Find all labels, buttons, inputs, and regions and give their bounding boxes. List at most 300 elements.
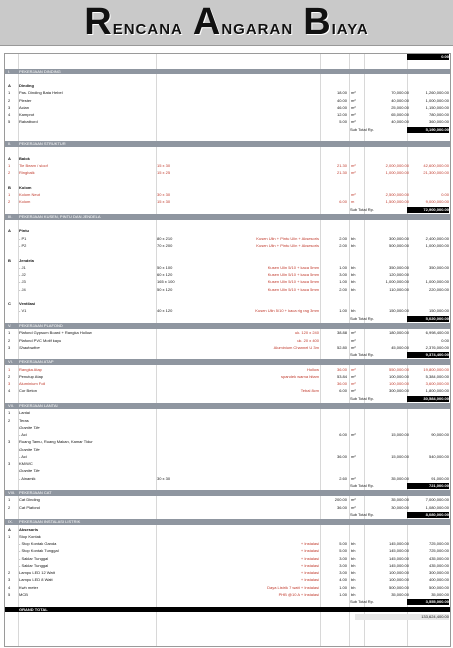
cell-item: Cat Plafond bbox=[19, 504, 40, 510]
cell-note: Aluminium Channel U 3m bbox=[273, 344, 319, 350]
cell-unit: bh bbox=[351, 541, 356, 547]
cell-unit: bh bbox=[351, 308, 356, 314]
cell-note: + Instalasi bbox=[300, 562, 319, 568]
table-row bbox=[5, 330, 450, 336]
cell-no: C bbox=[8, 301, 11, 307]
cell-no: V. bbox=[8, 322, 12, 328]
table-row bbox=[5, 505, 450, 511]
cell-total: 1,000,000.00 bbox=[425, 243, 449, 249]
cell-total: 1,260,000.00 bbox=[425, 90, 449, 96]
cell-no: 1 bbox=[8, 366, 11, 372]
table-row bbox=[5, 432, 450, 438]
cell-item: PEKERJAAN PLAFOND bbox=[19, 322, 63, 328]
cell-no: 3 bbox=[8, 577, 11, 583]
table-row bbox=[5, 243, 450, 249]
cell-price: 500,000.00 bbox=[388, 243, 409, 249]
table-row bbox=[5, 236, 450, 242]
subtotal-label: Sub Total Rp. bbox=[350, 599, 374, 605]
cell-note: Kusen Ulin 5/10 + kaca 5mm bbox=[267, 272, 319, 278]
cell-dim: 50 x 120 bbox=[157, 286, 173, 292]
spacer-row bbox=[5, 178, 450, 184]
cell-total: 30,584,000.00 bbox=[407, 396, 449, 402]
cell-qty: 2.00 bbox=[339, 235, 347, 241]
cell-price: 1,500,000.00 bbox=[385, 199, 409, 205]
cell-item: Aksesoris bbox=[19, 526, 39, 532]
cell-price: 145,000.00 bbox=[388, 562, 409, 568]
table-row bbox=[5, 338, 450, 344]
cell-note: uk. 120 x 240 bbox=[294, 330, 319, 336]
cell-qty: 5.00 bbox=[339, 541, 347, 547]
table-row bbox=[5, 425, 450, 431]
cell-total: 90,000.00 bbox=[431, 432, 449, 438]
cell-qty: 1.00 bbox=[339, 591, 347, 597]
subtotal-row bbox=[5, 127, 450, 133]
cell-unit: bh bbox=[351, 591, 356, 597]
cell-item: - Ainamik bbox=[19, 475, 36, 481]
cell-qty: 5.00 bbox=[339, 548, 347, 554]
cell-item: Rabatbord bbox=[19, 119, 38, 125]
cell-unit: bh bbox=[351, 570, 356, 576]
cell-unit: m² bbox=[351, 373, 356, 379]
cell-item: Lampu LED 12 Watt bbox=[19, 570, 55, 576]
table-row bbox=[5, 577, 450, 583]
cell-note: Daya Listrik 7 watt + Instalasi bbox=[267, 584, 319, 590]
cell-item: Acian bbox=[19, 104, 30, 110]
cell-price: 550,000.00 bbox=[388, 366, 409, 372]
cell-qty: 36.00 bbox=[336, 504, 347, 510]
cell-price: 100,000.00 bbox=[388, 381, 409, 387]
cell-qty: 52.80 bbox=[336, 344, 347, 350]
cell-unit: bh bbox=[351, 235, 356, 241]
cell-note: + Instalasi bbox=[300, 555, 319, 561]
cell-unit: m² bbox=[351, 475, 356, 481]
cell-unit: bh bbox=[351, 577, 356, 583]
cell-total: 1,000,000.00 bbox=[425, 279, 449, 285]
cell-no: B bbox=[8, 184, 11, 190]
cell-no: A bbox=[8, 155, 11, 161]
cell-price: 100,000.00 bbox=[388, 373, 409, 379]
cell-unit: bh bbox=[351, 286, 356, 292]
cell-no: 1 bbox=[8, 90, 11, 96]
spacer-row bbox=[5, 294, 450, 300]
cell-dim: 70 x 200 bbox=[157, 243, 173, 249]
cell-unit: bh bbox=[351, 555, 356, 561]
cell-no: 1 bbox=[8, 163, 11, 169]
cell-dim: 15 x 30 bbox=[157, 163, 171, 169]
cell-item: PEKERJAAN CAT bbox=[19, 490, 52, 496]
cell-total: 9,374,400.00 bbox=[407, 352, 449, 358]
table-row bbox=[5, 410, 450, 416]
cell-item: Jendela bbox=[19, 257, 34, 263]
cell-price: 1,000,000.00 bbox=[385, 170, 409, 176]
cell-no: 2 bbox=[8, 199, 11, 205]
table-row bbox=[5, 388, 450, 394]
table-row bbox=[5, 199, 450, 205]
cell-item: - P1 bbox=[19, 235, 27, 241]
subtotal-label: Sub Total Rp. bbox=[350, 352, 374, 358]
cell-total: 1,080,000.00 bbox=[425, 504, 449, 510]
table-row bbox=[5, 468, 450, 474]
cell-total: 300,000.00 bbox=[428, 570, 449, 576]
cell-no: 5 bbox=[8, 591, 11, 597]
cell-item: Cat Dinding bbox=[19, 497, 40, 503]
cell-no: 4 bbox=[8, 584, 11, 590]
cell-qty: 3.00 bbox=[339, 555, 347, 561]
cell-total: 0.00 bbox=[441, 337, 449, 343]
cell-qty: 3.00 bbox=[339, 272, 347, 278]
cell-no: 3 bbox=[8, 344, 11, 350]
cell-note: uk. 20 x 400 bbox=[297, 337, 319, 343]
cell-note: Kusen Ulin 5/10 + kaca rig rag 3mm bbox=[255, 308, 319, 314]
subtotal-row bbox=[5, 316, 450, 322]
cell-unit: m² bbox=[351, 497, 356, 503]
cell-unit: bh bbox=[351, 264, 356, 270]
group-header-row bbox=[5, 83, 450, 89]
cell-total: 721,000.00 bbox=[407, 483, 449, 489]
cell-item: - Saklar Tunggal bbox=[19, 555, 49, 561]
cell-item: Kolom bbox=[19, 184, 32, 190]
cell-total: 8,080,000.00 bbox=[407, 512, 449, 518]
subtotal-row bbox=[5, 207, 450, 213]
cell-unit: m² bbox=[351, 366, 356, 372]
spacer-row bbox=[5, 134, 450, 140]
cell-no: 3 bbox=[8, 461, 11, 467]
cell-no: 3 bbox=[8, 104, 11, 110]
group-header-row bbox=[5, 228, 450, 234]
cell-dim: 50 x 100 bbox=[157, 264, 173, 270]
table-row bbox=[5, 556, 450, 562]
cell-item: Teras bbox=[19, 417, 29, 423]
table-row bbox=[5, 54, 450, 60]
budget-table bbox=[4, 53, 451, 647]
cell-unit: m² bbox=[351, 192, 356, 198]
cell-no: 2 bbox=[8, 417, 11, 423]
cell-item: - J2 bbox=[19, 272, 26, 278]
cell-item: - V1 bbox=[19, 308, 27, 314]
cell-item: GRAND TOTAL bbox=[19, 606, 48, 612]
cell-unit: bh bbox=[351, 243, 356, 249]
cell-item: - J1 bbox=[19, 264, 26, 270]
cell-qty: 21.30 bbox=[336, 163, 347, 169]
table-row bbox=[5, 192, 450, 198]
section-header-row bbox=[5, 359, 450, 365]
subtotal-row bbox=[5, 396, 450, 402]
cell-item: Plafond PVC Motif kayu bbox=[19, 337, 62, 343]
subtotal-label: Sub Total Rp. bbox=[350, 482, 374, 488]
table-row bbox=[5, 541, 450, 547]
cell-item: Tie Beam / sloof bbox=[19, 163, 48, 169]
cell-item: Aluminium Foil bbox=[19, 381, 46, 387]
title-word3-rest: IAYA bbox=[331, 21, 369, 38]
table-row bbox=[5, 381, 450, 387]
cell-price: 100,000.00 bbox=[388, 577, 409, 583]
cell-unit: m² bbox=[351, 330, 356, 336]
cell-qty: 46.00 bbox=[336, 104, 347, 110]
cell-no: 4 bbox=[8, 388, 11, 394]
cell-no: 1 bbox=[8, 410, 11, 416]
cell-dim: 165 x 100 bbox=[157, 279, 175, 285]
subtotal-row bbox=[5, 512, 450, 518]
subtotal-label: Sub Total Rp. bbox=[350, 206, 374, 212]
cell-unit: bh bbox=[351, 279, 356, 285]
cell-qty: 1.00 bbox=[339, 308, 347, 314]
cell-item: PEKERJAAN LANTAI bbox=[19, 402, 58, 408]
spacer-row bbox=[5, 61, 450, 67]
cell-unit: m² bbox=[351, 90, 356, 96]
cell-no: I. bbox=[8, 68, 11, 74]
cell-unit: m² bbox=[351, 112, 356, 118]
cell-unit: m² bbox=[351, 381, 356, 387]
cell-qty: 3.00 bbox=[339, 562, 347, 568]
cell-dim: 80 x 210 bbox=[157, 235, 173, 241]
cell-note: Kusen Ulin 5/10 + kaca 5mm bbox=[267, 286, 319, 292]
cell-item: Rangka Atap bbox=[19, 366, 42, 372]
cell-total: 1,800,000.00 bbox=[425, 388, 449, 394]
cell-total: 72,900,000.00 bbox=[407, 207, 449, 213]
cell-dim: 15 x 30 bbox=[157, 199, 171, 205]
cell-item: Ringbalk bbox=[19, 170, 35, 176]
cell-item: - Aci bbox=[19, 453, 27, 459]
title-banner bbox=[0, 0, 453, 46]
cell-total: 6,998,400.00 bbox=[425, 330, 449, 336]
table-row bbox=[5, 265, 450, 271]
cell-price: 35,000.00 bbox=[391, 497, 409, 503]
table-row bbox=[5, 345, 450, 351]
cell-unit: m² bbox=[351, 388, 356, 394]
cell-total: 360,000.00 bbox=[428, 119, 449, 125]
table-row bbox=[5, 272, 450, 278]
cell-item: PEKERJAAN KUSEN, PINTU DAN JENDELA bbox=[19, 213, 101, 219]
cell-price: 145,000.00 bbox=[388, 541, 409, 547]
cell-item: Lampu LED 8 Watt bbox=[19, 577, 53, 583]
table-row bbox=[5, 418, 450, 424]
cell-item: Pintu bbox=[19, 228, 29, 234]
cell-total: 5,020,000.00 bbox=[407, 316, 449, 322]
section-header-row bbox=[5, 403, 450, 409]
table-row bbox=[5, 548, 450, 554]
cell-total: 1,000,000.00 bbox=[425, 97, 449, 103]
cell-note: + Instalasi bbox=[300, 548, 319, 554]
cell-price: 120,000.00 bbox=[388, 272, 409, 278]
cell-unit: bh bbox=[351, 562, 356, 568]
cell-unit: bh bbox=[351, 584, 356, 590]
cell-price: 145,000.00 bbox=[388, 548, 409, 554]
cell-dim: 40 x 120 bbox=[157, 308, 173, 314]
table-row bbox=[5, 163, 450, 169]
cell-qty: 6.00 bbox=[339, 388, 347, 394]
table-row bbox=[5, 461, 450, 467]
cell-no: A bbox=[8, 83, 11, 89]
cell-item: Shadowline bbox=[19, 344, 40, 350]
cell-item: Plester bbox=[19, 97, 32, 103]
cell-item: PEKERJAAN ATAP bbox=[19, 359, 54, 365]
cell-total: 2,400,000.00 bbox=[425, 235, 449, 241]
cell-price: 145,000.00 bbox=[388, 555, 409, 561]
cell-note: spandek warna hitam bbox=[280, 373, 319, 379]
table-row bbox=[5, 563, 450, 569]
cell-item: Balok bbox=[19, 155, 30, 161]
cell-qty: 21.30 bbox=[336, 170, 347, 176]
cell-item: Cor Beton bbox=[19, 388, 38, 394]
cell-total: 3,600,000.00 bbox=[425, 381, 449, 387]
cell-item: Ventilasi bbox=[19, 301, 36, 307]
table-row bbox=[5, 170, 450, 176]
cell-item: Granite Tile bbox=[19, 468, 40, 474]
cell-qty: 36.00 bbox=[336, 381, 347, 387]
cell-item: PEKERJAAN INSTALASI LISTRIK bbox=[19, 519, 81, 525]
subtotal-label: Sub Total Rp. bbox=[350, 315, 374, 321]
cell-total: 500,000.00 bbox=[428, 584, 449, 590]
cell-price: 45,000.00 bbox=[391, 344, 409, 350]
cell-total: 7,000,000.00 bbox=[425, 497, 449, 503]
cell-item: KM/WC bbox=[19, 461, 33, 467]
cell-total: 780,000.00 bbox=[428, 112, 449, 118]
cell-item: - Saklar Tunggal bbox=[19, 562, 49, 568]
cell-no: II. bbox=[8, 141, 12, 147]
grand-total-row bbox=[5, 607, 450, 613]
cell-unit: m² bbox=[351, 453, 356, 459]
cell-qty: 1.00 bbox=[339, 584, 347, 590]
cell-price: 40,000.00 bbox=[391, 119, 409, 125]
section-header-row bbox=[5, 141, 450, 147]
section-header-row bbox=[5, 490, 450, 496]
cell-no: 2 bbox=[8, 97, 11, 103]
table-row bbox=[5, 279, 450, 285]
cell-no: 2 bbox=[8, 337, 11, 343]
cell-total: 725,000.00 bbox=[428, 541, 449, 547]
cell-no: III. bbox=[8, 213, 13, 219]
cell-qty: 4.00 bbox=[339, 577, 347, 583]
group-header-row bbox=[5, 185, 450, 191]
cell-item: Ruang Tamu, Ruang Makan, Kamar Tidur bbox=[19, 439, 93, 445]
cell-qty: 2.60 bbox=[339, 475, 347, 481]
cell-price: 65,000.00 bbox=[391, 112, 409, 118]
cell-price: 70,000.00 bbox=[391, 90, 409, 96]
page-title bbox=[84, 1, 368, 44]
table-row bbox=[5, 287, 450, 293]
cell-unit: m² bbox=[351, 119, 356, 125]
title-word3-initial: B bbox=[303, 1, 332, 43]
cell-item: Dinding bbox=[19, 83, 34, 89]
table-row bbox=[5, 112, 450, 118]
cell-no: B bbox=[8, 257, 11, 263]
cell-item: PEKERJAAN STRUKTUR bbox=[19, 141, 66, 147]
cell-qty: 6.00 bbox=[339, 199, 347, 205]
cell-dim: 60 x 120 bbox=[157, 272, 173, 278]
cell-qty: 40.00 bbox=[336, 97, 347, 103]
cell-total: 91,000.00 bbox=[431, 475, 449, 481]
table-row bbox=[5, 570, 450, 576]
cell-price: 1,000,000.00 bbox=[385, 279, 409, 285]
cell-item: - Stop Kontak Ganda bbox=[19, 541, 57, 547]
cell-qty: 3.00 bbox=[339, 570, 347, 576]
table-row bbox=[5, 585, 450, 591]
title-word1-rest: ENCANA bbox=[112, 21, 183, 38]
cell-total: 5,384,000.00 bbox=[425, 373, 449, 379]
cell-total: 435,000.00 bbox=[428, 562, 449, 568]
cell-total: 19,800,000.00 bbox=[423, 366, 449, 372]
cell-total: 400,000.00 bbox=[428, 577, 449, 583]
grand-total-row bbox=[5, 614, 450, 620]
cell-total: 133,624,400.00 bbox=[355, 614, 449, 620]
cell-price: 100,000.00 bbox=[388, 570, 409, 576]
cell-qty: 38.88 bbox=[336, 330, 347, 336]
subtotal-row bbox=[5, 352, 450, 358]
cell-item: - J4 bbox=[19, 286, 26, 292]
cell-price: 110,000.00 bbox=[389, 286, 409, 292]
group-header-row bbox=[5, 527, 450, 533]
cell-no: 2 bbox=[8, 570, 11, 576]
cell-no: 3 bbox=[8, 439, 11, 445]
cell-dim: 15 x 25 bbox=[157, 170, 171, 176]
cell-no: VII. bbox=[8, 402, 15, 408]
cell-item: MCB bbox=[19, 591, 28, 597]
cell-item: Granite Tile bbox=[19, 446, 40, 452]
cell-qty: 2.00 bbox=[339, 286, 347, 292]
cell-price: 300,000.00 bbox=[388, 388, 409, 394]
cell-total: 150,000.00 bbox=[428, 308, 449, 314]
table-row bbox=[5, 476, 450, 482]
cell-unit: m² bbox=[351, 337, 356, 343]
cell-note: Kusen Ulin + Pintu Ulin + Aksesoris bbox=[256, 243, 319, 249]
cell-price: 150,000.00 bbox=[388, 308, 409, 314]
cell-total: 3,555,000.00 bbox=[407, 599, 449, 605]
cell-item: Kolom bbox=[19, 199, 31, 205]
cell-unit: m² bbox=[351, 104, 356, 110]
cell-unit: m² bbox=[351, 97, 356, 103]
cell-unit: bh bbox=[351, 548, 356, 554]
cell-total: 21,300,000.00 bbox=[423, 170, 449, 176]
cell-total: 725,000.00 bbox=[428, 548, 449, 554]
section-header-row bbox=[5, 214, 450, 220]
table-row bbox=[5, 105, 450, 111]
cell-qty: 36.00 bbox=[336, 366, 347, 372]
cell-price: 2,500,000.00 bbox=[385, 192, 409, 198]
cell-item: - Aci bbox=[19, 432, 27, 438]
table-row bbox=[5, 497, 450, 503]
table-row bbox=[5, 374, 450, 380]
cell-price: 40,000.00 bbox=[391, 97, 409, 103]
group-header-row bbox=[5, 258, 450, 264]
cell-total: 2,376,000.00 bbox=[425, 344, 449, 350]
cell-total: 220,000.00 bbox=[428, 286, 449, 292]
table-row bbox=[5, 308, 450, 314]
section-header-row bbox=[5, 69, 450, 75]
spacer-row bbox=[5, 221, 450, 227]
cell-unit: m bbox=[351, 199, 355, 205]
cell-price: 500,000.00 bbox=[388, 584, 409, 590]
cell-no: 2 bbox=[8, 373, 11, 379]
spacer-row bbox=[5, 149, 450, 155]
subtotal-label: Sub Total Rp. bbox=[350, 395, 374, 401]
cell-total: 540,000.00 bbox=[428, 453, 449, 459]
cell-no: VI. bbox=[8, 359, 13, 365]
table-row bbox=[5, 592, 450, 598]
cell-note: + Instalasi bbox=[300, 570, 319, 576]
cell-no: 1 bbox=[8, 330, 11, 336]
cell-item: Lantai bbox=[19, 410, 30, 416]
spacer-row bbox=[5, 76, 450, 82]
subtotal-row bbox=[5, 599, 450, 605]
cell-item: - Stop Kontak Tunggal bbox=[19, 548, 59, 554]
cell-no: A bbox=[8, 228, 11, 234]
cell-price: 35,000.00 bbox=[391, 591, 409, 597]
cell-note: PHB @10 A + Instalasi bbox=[278, 591, 319, 597]
cell-dim: 30 x 30 bbox=[157, 475, 171, 481]
cell-price: 2,000,000.00 bbox=[385, 163, 409, 169]
cell-qty: 2.00 bbox=[339, 243, 347, 249]
cell-qty: 18.00 bbox=[336, 90, 347, 96]
